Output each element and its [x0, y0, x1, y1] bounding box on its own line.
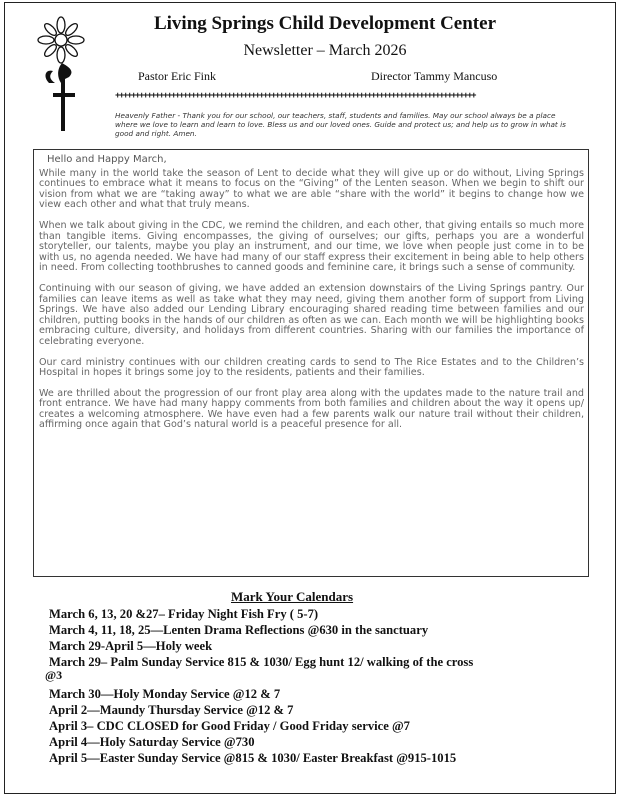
pastor-name: Pastor Eric Fink — [138, 69, 216, 83]
letter-paragraph: We are thrilled about the progression of our front play area along with the updates made to the nature trail and front entrance. We have had many happy comments from both families and children about the way it opens up/ creates a welcoming atmosphere. We have even had a few parents walk our nature trail without their children, affirming once again that God’s natural world is a peaceful presence for all. — [39, 387, 584, 431]
letter-paragraph: When we talk about giving in the CDC, we remind the children, and each other, that giving entails so much more than tangible items. Giving encompasses, the giving of ourselves; our gifts, perhaps you are a wonderful storyteller, our talents, maybe you play an instrument, and our time, we love when people just come in to be with us, no agenda needed. We have had many of our staff express their excitement in being able to help others in need. From collecting toothbrushes to canned goods and feminine care, it brings such a sense of community. — [39, 219, 584, 274]
calendar-event: March 6, 13, 20 &27– Friday Night Fish Fry ( 5-7) — [49, 607, 319, 621]
calendar-event: March 30—Holy Monday Service @12 & 7 — [49, 687, 281, 701]
letter-paragraph: While many in the world take the season of Lent to decide what they will give up or do without, Living Springs continues to embrace what it means to focus on the “Giving” of the Lenten season. When we begin to shift our vision from what we are “taking away” to what we are able “share with the world” it begins to change how we view each other and what that truly means. — [39, 167, 584, 211]
director-name: Director Tammy Mancuso — [371, 69, 498, 83]
newsletter-title: Living Springs Child Development Center — [153, 13, 497, 34]
newsletter-page — [4, 2, 616, 794]
letter-paragraph: Continuing with our season of giving, we have added an extension downstairs of the Living Springs pantry. Our families can leave items as well as take what they may need, giving them another form of support from Living Springs. We have also added our Lending Library encouraging shared reading time between families and our children, putting books in the hands of our children as often as we can. Each month we will be highlighting books embracing culture, diversity, and holidays from different countries. Sharing with our families the importance of celebrating everyone. — [39, 282, 584, 347]
calendar-event-continuation: @3 — [45, 668, 63, 682]
sunflower-cross-logo — [35, 13, 95, 135]
letter-paragraph: Our card ministry continues with our children creating cards to send to The Rice Estates and to the Children’s Hospital in hopes it brings some joy to the residents, patients and their families. — [39, 356, 584, 379]
plus-divider: ++++++++++++++++++++++++++++++++++++++++++++++++++++++++++++++++++++++++++++++++++++++++++ — [115, 91, 476, 101]
calendar-event: March 29– Palm Sunday Service 815 & 1030/ Egg hunt 12/ walking of the cross — [49, 655, 474, 669]
calendar-heading: Mark Your Calendars — [231, 589, 354, 604]
letter-greeting: Hello and Happy March, — [47, 154, 167, 165]
calendar-event: March 4, 11, 18, 25—Lenten Drama Reflections @630 in the sanctuary — [49, 623, 429, 637]
calendar-event: April 2—Maundy Thursday Service @12 & 7 — [49, 703, 294, 717]
calendar-event: April 5—Easter Sunday Service @815 & 1030/ Easter Breakfast @915-1015 — [49, 751, 457, 765]
calendar-event: March 29-April 5—Holy week — [49, 639, 213, 653]
calendar-event: April 3– CDC CLOSED for Good Friday / Good Friday service @7 — [49, 719, 410, 733]
opening-prayer: Heavenly Father - Thank you for our school, our teachers, staff, students and families. May our school always be a place where we love to learn and learn to love. Bless us and our loved ones. Guide and protect us; and help us to grow in what is good and right. Amen. — [115, 111, 566, 138]
newsletter-subtitle: Newsletter – March 2026 — [243, 42, 407, 59]
director-letter-box — [33, 149, 589, 577]
calendar-events-list — [45, 606, 609, 766]
calendar-event: April 4—Holy Saturday Service @730 — [49, 735, 255, 749]
